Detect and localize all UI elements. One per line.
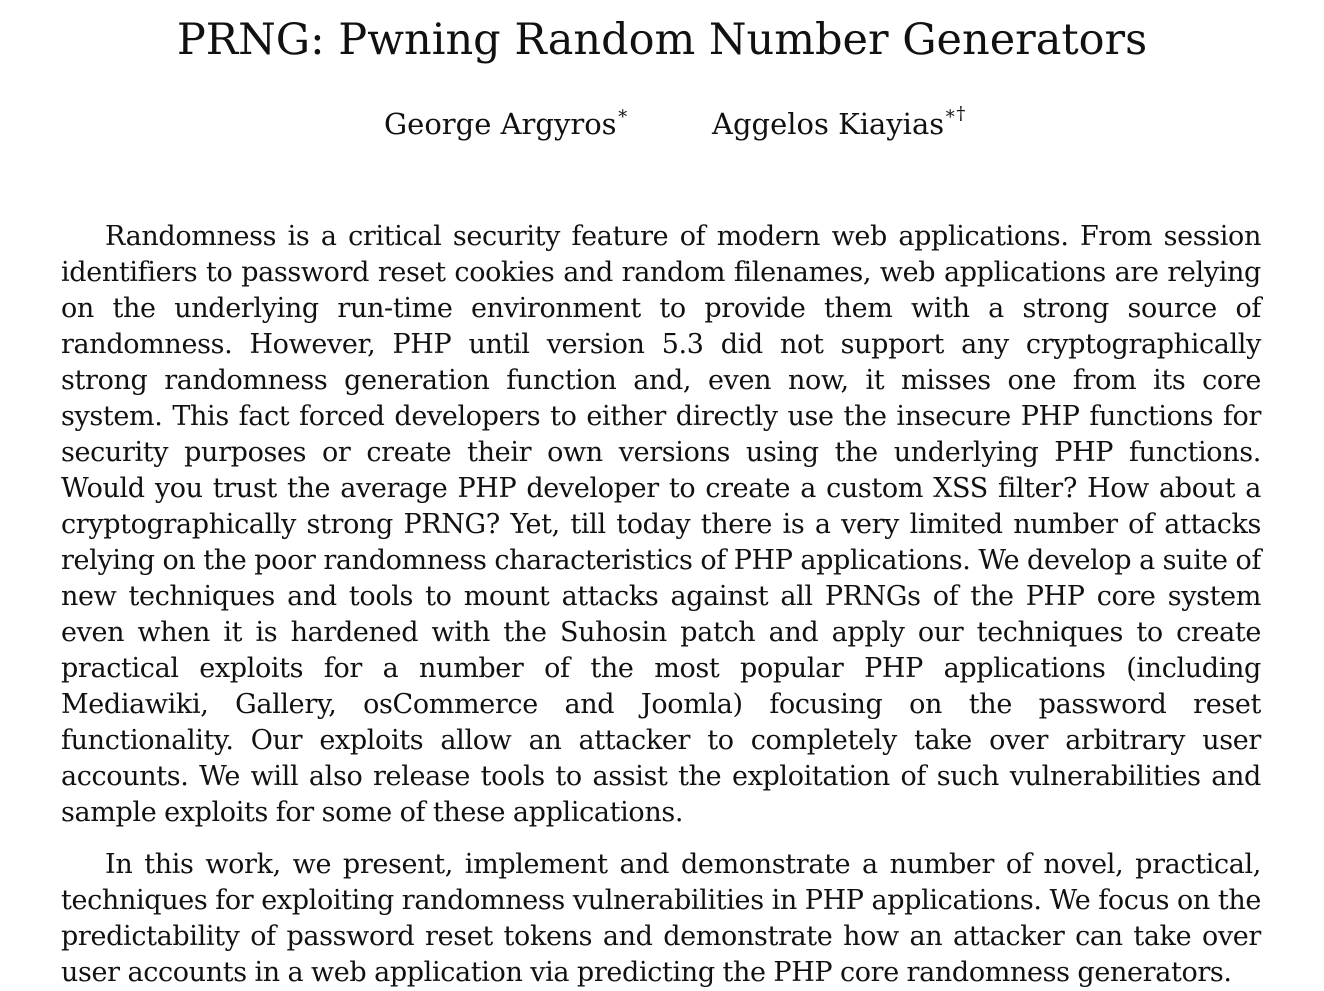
author-affiliation-mark: ∗ bbox=[616, 103, 629, 125]
author-name: George Argyros bbox=[384, 107, 617, 141]
author-aggelos-kiayias bbox=[712, 104, 965, 144]
author-name: Aggelos Kiayias bbox=[712, 107, 945, 141]
author-george-argyros bbox=[384, 104, 629, 144]
abstract-body bbox=[61, 219, 1261, 991]
paper-title: PRNG: Pwning Random Number Generators bbox=[176, 15, 1148, 65]
author-affiliation-mark: ∗† bbox=[944, 103, 966, 125]
intro-paragraph: In this work, we present, implement and demonstrate a number of novel, practical, techniques for exploiting randomness vulnerabilities in PHP applications. We focus on the predictability of password reset tokens and demonstrate how an attacker can take over user accounts in a web application via predicting the PHP core randomness generators. bbox=[61, 849, 1261, 988]
author-list bbox=[0, 104, 1324, 144]
abstract-paragraph: Randomness is a critical security feature of modern web applications. From session identifiers to password reset cookies and random filenames, web applications are relying on the underlying run-time environment to provide them with a strong source of randomness. However, PHP until version 5.3 did not support any cryptographically strong randomness generation function and, even now, it misses one from its core system. This fact forced developers to either directly use the insecure PHP functions for security purposes or create their own versions using the underlying PHP functions. Would you trust the average PHP developer to create a custom XSS filter? How about a cryptographically strong PRNG? Yet, till today there is a very limited number of attacks relying on the poor randomness characteristics of PHP applications. We develop a suite of new techniques and tools to mount attacks against all PRNGs of the PHP core system even when it is hardened with the Suhosin patch and apply our techniques to create practical exploits for a number of the most popular PHP applications (including Mediawiki, Gallery, osCommerce and Joomla) focusing on the password reset functionality. Our exploits allow an attacker to completely take over arbitrary user accounts. We will also release tools to assist the exploitation of such vulnerabilities and sample exploits for some of these applications. bbox=[61, 221, 1261, 828]
